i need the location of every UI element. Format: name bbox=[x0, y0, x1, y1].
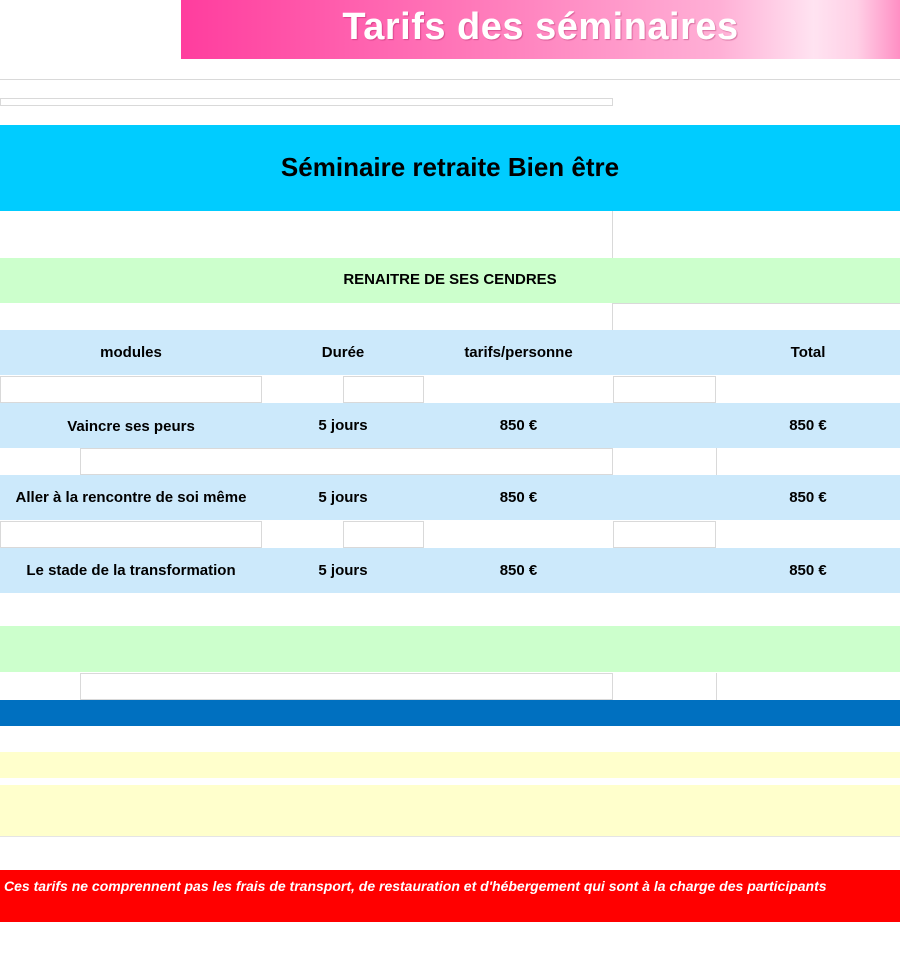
empty-cell bbox=[0, 98, 613, 106]
empty-cell bbox=[80, 448, 613, 475]
module-duration: 5 jours bbox=[318, 562, 368, 579]
program-title: RENAITRE DE SES CENDRES bbox=[343, 271, 557, 288]
grid-line bbox=[613, 303, 900, 304]
column-header-tarif: tarifs/personne bbox=[464, 344, 573, 361]
module-duration: 5 jours bbox=[318, 417, 368, 434]
module-price: 850 € bbox=[499, 489, 538, 506]
grid-line bbox=[0, 79, 900, 80]
module-name: Aller à la rencontre de soi même bbox=[15, 489, 247, 506]
empty-cell bbox=[343, 376, 424, 403]
module-total: 850 € bbox=[789, 562, 827, 579]
program-title-band bbox=[0, 258, 900, 303]
table-row bbox=[0, 403, 900, 448]
grid-line bbox=[612, 211, 613, 258]
module-total: 850 € bbox=[789, 417, 827, 434]
column-header-modules: modules bbox=[100, 344, 162, 361]
grid-line bbox=[612, 303, 613, 330]
empty-cell bbox=[80, 673, 613, 700]
table-row bbox=[0, 548, 900, 593]
grid-line bbox=[716, 448, 717, 475]
empty-cell bbox=[343, 521, 424, 548]
empty-cell bbox=[0, 521, 262, 548]
column-header-total: Total bbox=[790, 344, 826, 361]
yellow-band bbox=[0, 752, 900, 778]
table-row bbox=[0, 475, 900, 520]
module-duration: 5 jours bbox=[318, 489, 368, 506]
module-name: Vaincre ses peurs bbox=[67, 418, 195, 435]
module-price: 850 € bbox=[499, 562, 538, 579]
seminar-title: Séminaire retraite Bien être bbox=[280, 151, 620, 182]
seminar-title-band bbox=[0, 125, 900, 211]
yellow-band bbox=[0, 785, 900, 837]
page-title: Tarifs des séminaires bbox=[342, 6, 739, 48]
module-name: Le stade de la transformation bbox=[26, 562, 236, 579]
table-header-row bbox=[0, 330, 900, 375]
separator-bar bbox=[0, 700, 900, 726]
title-banner bbox=[181, 0, 900, 59]
grid-line bbox=[716, 673, 717, 700]
pricing-notice: Ces tarifs ne comprennent pas les frais de transport, de restauration et d'hébergement qui sont à la charge des participants bbox=[0, 870, 900, 922]
module-total: 850 € bbox=[789, 489, 827, 506]
empty-cell bbox=[0, 376, 262, 403]
module-price: 850 € bbox=[499, 417, 538, 434]
summary-band bbox=[0, 626, 900, 672]
empty-cell bbox=[613, 376, 716, 403]
column-header-duree: Durée bbox=[321, 344, 365, 361]
empty-cell bbox=[613, 521, 716, 548]
